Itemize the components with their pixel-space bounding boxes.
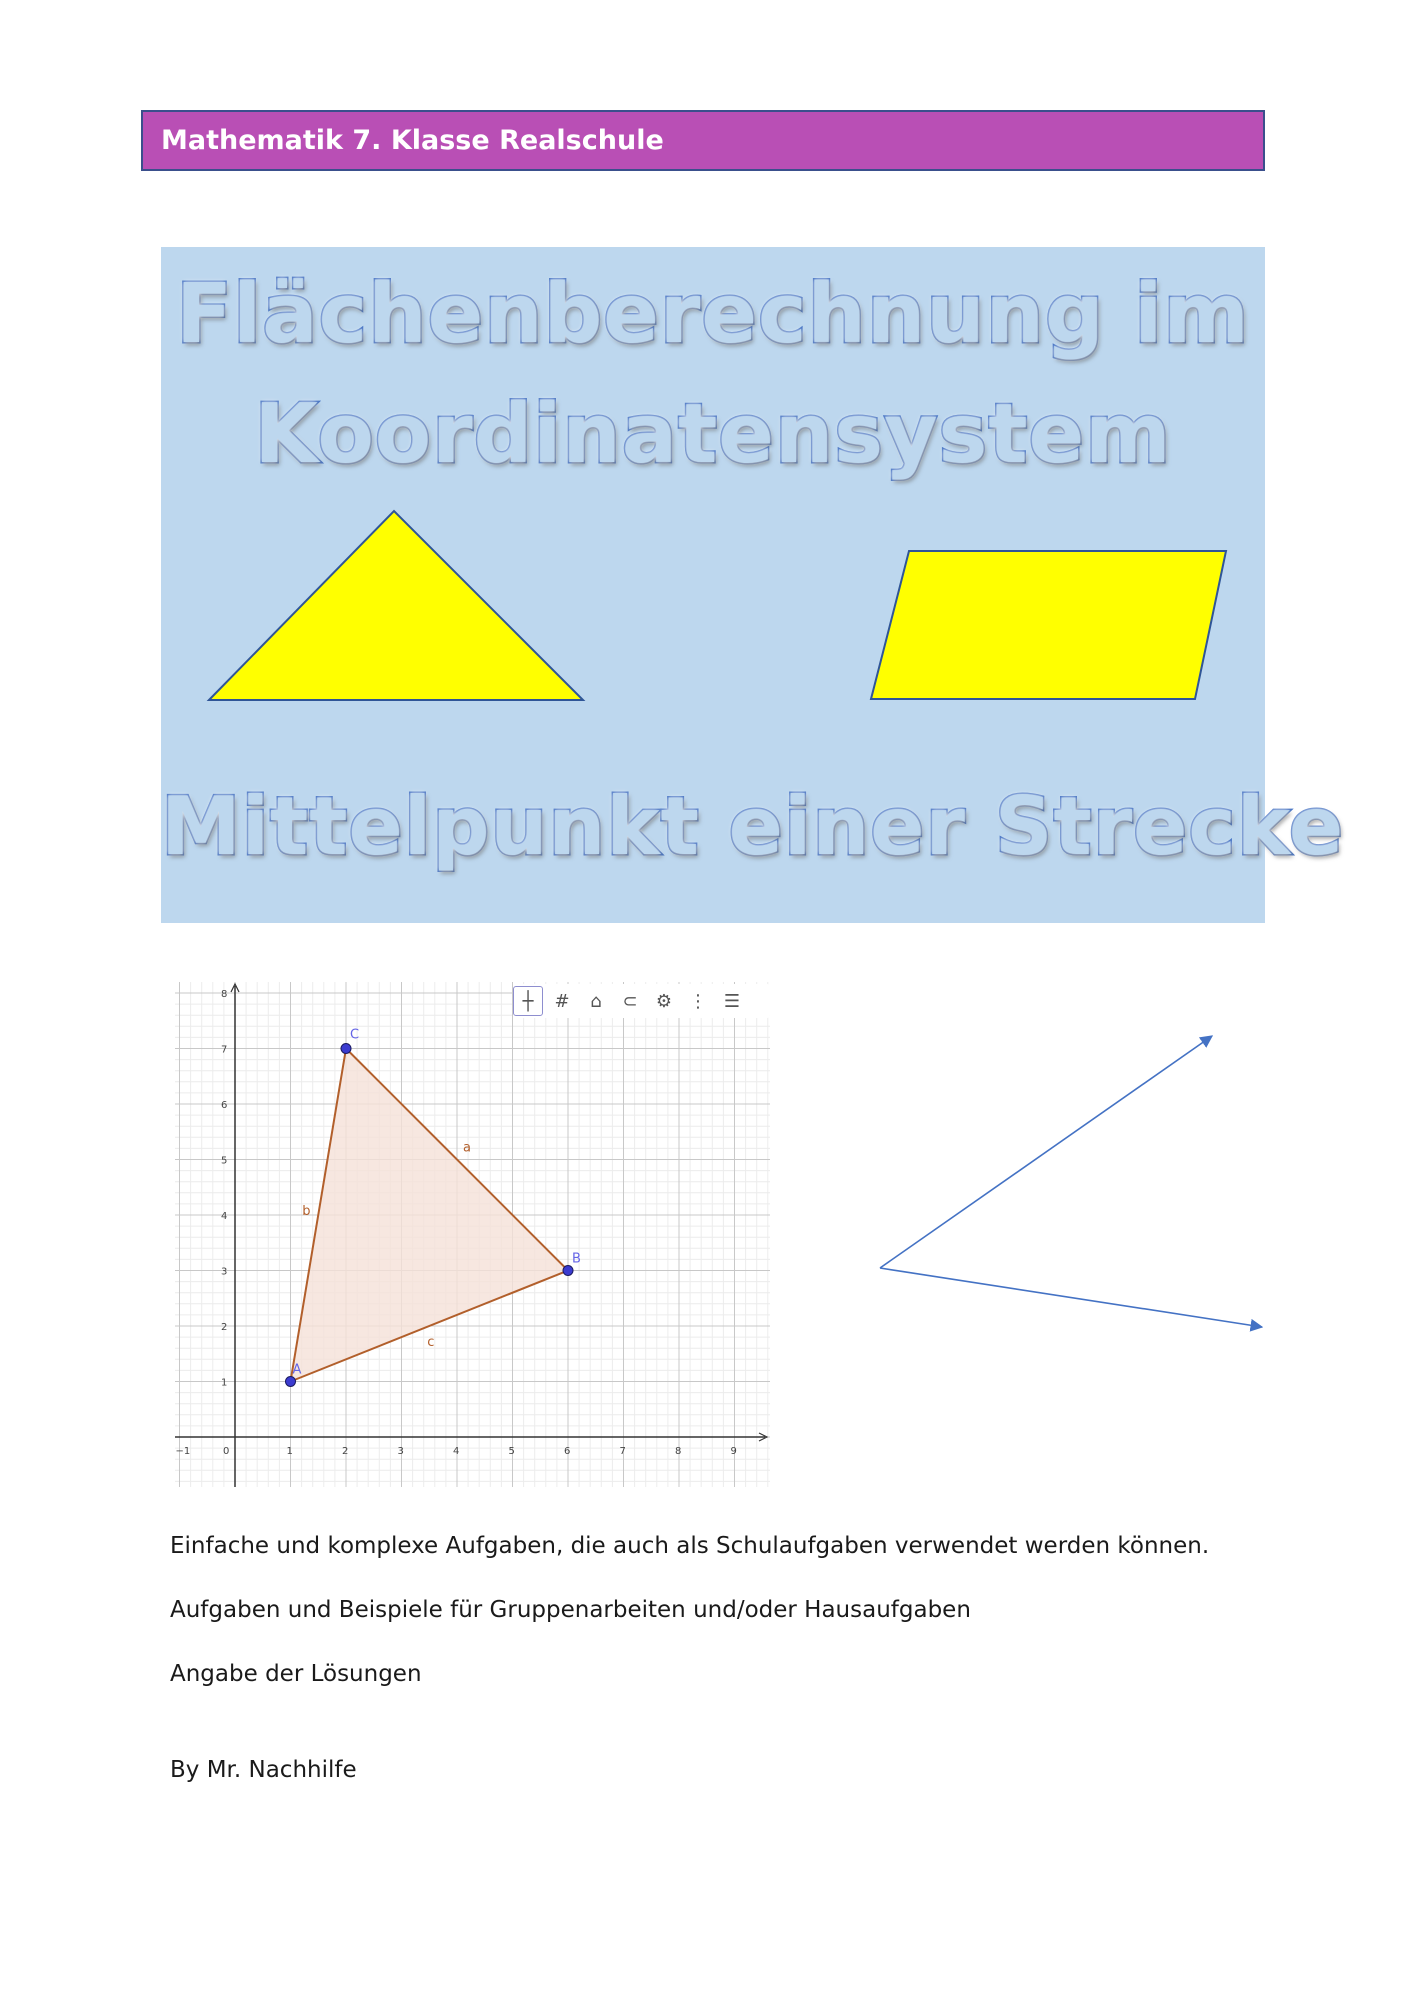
x-tick-label: 2 <box>342 1446 349 1457</box>
grid-icon[interactable]: # <box>554 990 570 1012</box>
y-tick-label: 3 <box>221 1266 228 1278</box>
more-icon[interactable]: ⋮ <box>689 990 707 1012</box>
point-label-c: C <box>350 1027 360 1043</box>
yellow-parallelogram <box>871 551 1226 699</box>
point-a <box>286 1377 296 1387</box>
move-icon[interactable]: ┼ <box>513 986 543 1016</box>
description-line-2: Aufgaben und Beispiele für Gruppenarbeiten und/oder Hausaufgaben <box>170 1597 971 1623</box>
cover-title-line1: Flächenberechnung im <box>176 267 1250 362</box>
x-tick-label: 0 <box>223 1446 230 1457</box>
y-tick-label: 2 <box>221 1322 228 1333</box>
x-tick-label: 4 <box>453 1446 460 1457</box>
arrow-up <box>880 1036 1212 1268</box>
x-tick-label: 7 <box>619 1446 626 1457</box>
graph-canvas[interactable] <box>175 982 770 1487</box>
side-label-c: c <box>427 1335 435 1350</box>
algebra-toggle-icon[interactable]: ☰ <box>723 990 741 1012</box>
cover-panel <box>161 247 1345 923</box>
side-label-a: a <box>463 1140 471 1156</box>
side-label-b: b <box>302 1204 311 1219</box>
arrow-right <box>880 1268 1262 1327</box>
header-bar <box>141 110 1265 171</box>
x-tick-label: 6 <box>564 1446 571 1457</box>
graph-toolbar <box>513 984 770 1018</box>
x-tick-label: 1 <box>286 1446 293 1457</box>
point-label-b: B <box>572 1251 581 1267</box>
gear-icon[interactable]: ⚙ <box>655 990 673 1012</box>
cover-subtitle: Mittelpunkt einer Strecke <box>161 780 1345 873</box>
y-tick-label: 1 <box>221 1377 228 1389</box>
magnet-icon[interactable]: ⊂ <box>622 990 638 1012</box>
y-tick-label: 4 <box>221 1211 228 1222</box>
point-label-a: A <box>292 1362 302 1378</box>
y-tick-label: 6 <box>221 1100 228 1111</box>
y-tick-label: 5 <box>221 1155 228 1167</box>
point-b <box>563 1266 573 1276</box>
home-icon[interactable]: ⌂ <box>590 990 602 1012</box>
x-tick-label: 8 <box>675 1446 682 1457</box>
y-tick-label: 7 <box>221 1044 228 1056</box>
description-line-1: Einfache und komplexe Aufgaben, die auch als Schulaufgaben verwendet werden können. <box>170 1533 1210 1559</box>
point-c <box>341 1044 351 1054</box>
angle-arrows <box>870 1025 1270 1345</box>
x-tick-label: 9 <box>730 1446 737 1457</box>
x-tick-label: 3 <box>397 1446 404 1457</box>
x-tick-label: 5 <box>508 1446 515 1457</box>
header-title: Mathematik 7. Klasse Realschule <box>161 125 664 156</box>
coordinate-graph[interactable] <box>175 982 770 1487</box>
author-line: By Mr. Nachhilfe <box>170 1757 357 1783</box>
x-tick-label: −1 <box>175 1446 191 1457</box>
y-tick-label: 8 <box>221 989 228 1000</box>
cover-title-line2: Koordinatensystem <box>254 387 1172 482</box>
description-line-3: Angabe der Lösungen <box>170 1661 422 1687</box>
yellow-triangle <box>209 511 583 700</box>
